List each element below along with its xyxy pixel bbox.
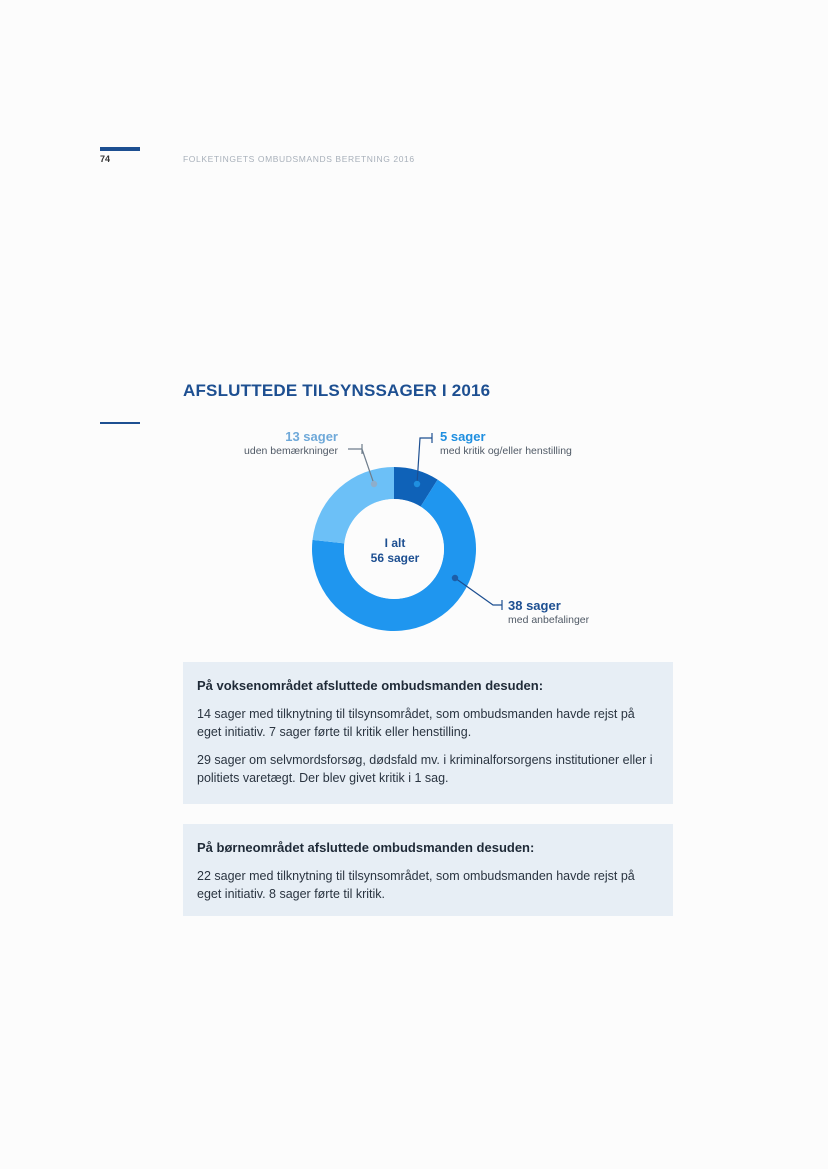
leader-dot-anbefalinger [452,575,458,581]
leader-dot-kritik [414,481,420,487]
label-description: med kritik og/eller henstilling [440,445,572,457]
page-number: 74 [100,154,111,164]
info-box-voksen [183,662,673,804]
info-box-paragraph: 22 sager med tilknytning til tilsynsområdet, som ombudsmanden havde rejst på eget initiativ. 8 sager førte til kritik. [197,869,635,901]
label-description: med anbefalinger [508,614,590,626]
center-label-line2: 56 sager [370,551,420,565]
label-med-anbefalinger [508,598,589,626]
center-label-line1: I alt [384,536,406,550]
info-box-paragraph: 14 sager med tilknytning til tilsynsområdet, som ombudsmanden havde rejst på eget initiativ. 7 sager førte til kritik eller henstilling. [197,707,635,739]
chart-title: AFSLUTTEDE TILSYNSSAGER I 2016 [183,381,491,400]
info-box-heading: På voksenområdet afsluttede ombudsmanden desuden: [197,678,544,693]
info-box-heading: På børneområdet afsluttede ombudsmanden desuden: [197,840,535,855]
info-box-paragraph: 29 sager om selvmordsforsøg, dødsfald mv. i kriminalforsorgens institutioner eller i politiets varetægt. Der blev givet kritik i 1 sag. [197,753,653,785]
label-description: uden bemærkninger [244,445,338,457]
running-title: FOLKETINGETS OMBUDSMANDS BERETNING 2016 [183,154,415,164]
label-med-kritik [440,429,572,457]
leader-dot-uden [371,481,377,487]
donut-center-label [345,536,445,566]
label-count: 5 sager [440,429,486,444]
label-count: 38 sager [508,598,561,613]
label-uden-bemaerkninger [200,429,338,457]
label-count: 13 sager [285,429,338,444]
info-box-boern [183,824,673,916]
